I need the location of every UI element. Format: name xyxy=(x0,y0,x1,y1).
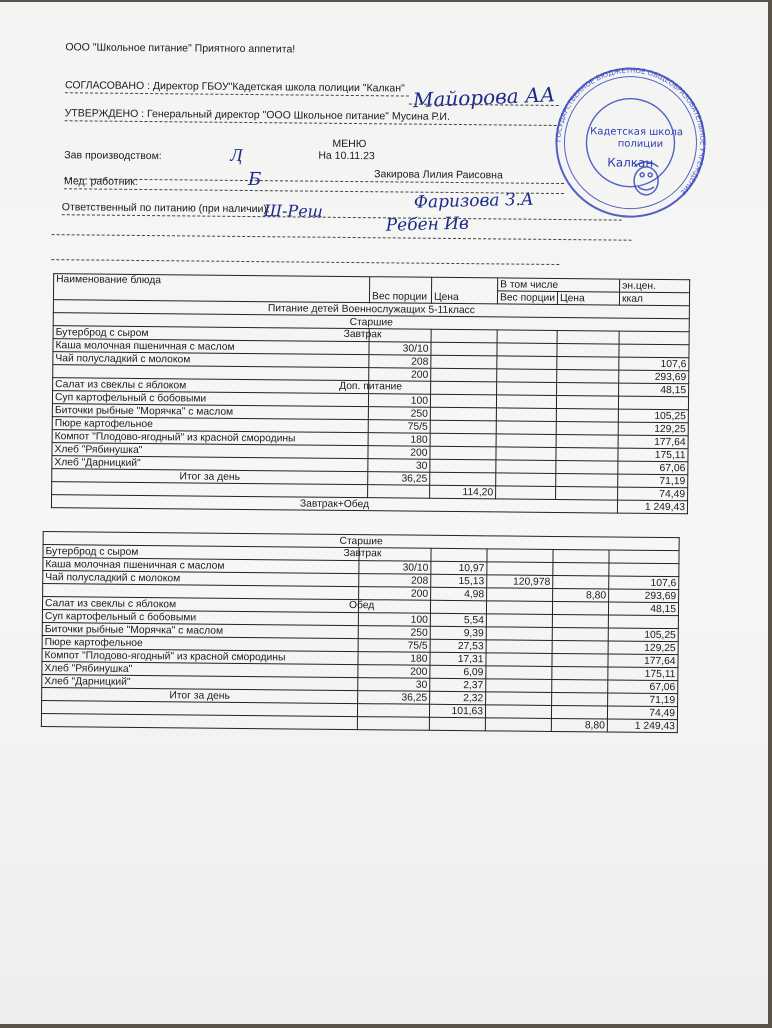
price-cell xyxy=(431,342,497,356)
weight-cell: 30/10 xyxy=(359,561,431,575)
extra-line-2 xyxy=(51,259,559,265)
price-cell: 15,13 xyxy=(431,574,487,588)
incl-weight-cell xyxy=(487,549,553,563)
price-cell xyxy=(430,420,496,434)
stamp-inner-line2: полиции xyxy=(617,138,664,150)
stamp-inner-line1: Кадетская школа xyxy=(590,126,684,139)
incl-price-cell xyxy=(553,575,609,589)
header-energy1: эн.цен. xyxy=(622,280,657,292)
incl-price-cell xyxy=(556,408,618,422)
weight-cell: 75/5 xyxy=(368,420,430,434)
dish-name-cell: Компот "Плодово-ягодный" из красной смородины xyxy=(52,430,368,446)
incl-price-cell xyxy=(552,692,608,706)
kcal-cell: 105,25 xyxy=(618,409,688,423)
header-dish: Наименование блюда xyxy=(56,274,162,287)
kcal-cell: 107,6 xyxy=(619,357,689,371)
kcal-cell: 293,69 xyxy=(619,370,689,384)
section1-total-kcal: 1 249,43 xyxy=(644,501,686,513)
kcal-cell: 71,19 xyxy=(608,693,678,707)
price-cell xyxy=(431,329,497,343)
group-title: Питание детей Военнослужащих 5-11класс xyxy=(267,302,475,316)
dish-name-cell: Итог за день xyxy=(42,688,358,704)
incl-price-cell xyxy=(552,640,608,654)
kcal-cell: 177,64 xyxy=(618,435,688,449)
weight-cell xyxy=(368,485,430,499)
incl-price-cell xyxy=(556,395,618,409)
kcal-cell xyxy=(608,615,678,629)
incl-price-cell xyxy=(552,614,608,628)
section2-title: Старшие xyxy=(339,535,383,547)
kcal-cell xyxy=(609,563,679,577)
kcal-cell xyxy=(609,550,679,564)
incl-weight-cell xyxy=(486,692,552,706)
kcal-cell: 48,15 xyxy=(619,383,689,397)
header-incl: В том числе xyxy=(500,278,559,291)
dish-name-cell xyxy=(41,714,357,730)
weight-cell: 208 xyxy=(359,574,431,588)
kcal-cell: 67,06 xyxy=(608,680,678,694)
incl-weight-cell xyxy=(496,447,556,461)
dish-name-cell: Бутерброд с сыром Завтрак xyxy=(43,545,359,561)
weight-cell: 250 xyxy=(368,407,430,421)
kcal-cell: 175,11 xyxy=(618,448,688,462)
stamp-outer-text: ГОСУДАРСТВЕННОЕ БЮДЖЕТНОЕ ОБЩЕОБРАЗОВАТЕЛЬНОЕ УЧРЕЖДЕНИЕ xyxy=(554,66,707,197)
incl-weight-cell xyxy=(486,627,552,641)
dish-name-cell: Итог за день xyxy=(52,469,368,485)
price-cell xyxy=(431,548,487,562)
price-cell: 2,37 xyxy=(430,678,486,692)
incl-price-cell xyxy=(552,666,608,680)
section2-lunch-label: Обед xyxy=(348,600,375,612)
incl-price-cell xyxy=(557,382,619,396)
incl-weight-cell xyxy=(497,330,557,344)
stamp-inner-line3: Калкан xyxy=(607,155,654,170)
responsible-signature-2: Ребен Ив xyxy=(385,213,470,236)
kcal-cell: 67,06 xyxy=(618,461,688,475)
dish-name-cell: Компот "Плодово-ягодный" из красной смородины xyxy=(42,649,358,665)
weight-cell: 200 xyxy=(369,368,431,382)
menu-title: МЕНЮ xyxy=(332,137,367,151)
incl-weight-cell xyxy=(485,705,551,719)
incl-price-cell xyxy=(557,343,619,357)
weight-cell xyxy=(369,329,431,343)
weight-cell: 36,25 xyxy=(368,472,430,486)
price-cell xyxy=(430,407,496,421)
dish-name-cell: Биточки рыбные "Морячка" с маслом xyxy=(52,404,368,420)
weight-cell: 36,25 xyxy=(358,691,430,705)
incl-price-cell xyxy=(556,486,618,500)
dish-name-cell: Каша молочная пшеничная с маслом xyxy=(53,339,369,355)
incl-weight-cell xyxy=(496,460,556,474)
kcal-cell: 177,64 xyxy=(608,654,678,668)
price-cell xyxy=(431,368,497,382)
incl-weight-cell xyxy=(496,408,556,422)
weight-cell: 250 xyxy=(358,626,430,640)
incl-weight-cell xyxy=(487,588,553,602)
incl-price-cell xyxy=(553,562,609,576)
price-cell: 5,54 xyxy=(430,613,486,627)
dish-name-cell: Хлеб "Рябинушка" xyxy=(52,443,368,459)
dish-name-cell: Биточки рыбные "Морячка" с маслом xyxy=(42,623,358,639)
section1-extra-label: Доп. питание xyxy=(339,380,403,393)
production-label: Зав производством: xyxy=(64,149,162,163)
weight-cell: 100 xyxy=(368,394,430,408)
section1-total-label: Завтрак+Обед xyxy=(299,498,370,510)
incl-price-cell xyxy=(557,369,619,383)
incl-price-cell xyxy=(556,447,618,461)
header-price: Цена xyxy=(433,291,459,304)
price-cell xyxy=(430,433,496,447)
header-incl-weight: Вес порции xyxy=(499,291,556,304)
weight-cell: 200 xyxy=(359,587,431,601)
kcal-cell: 48,15 xyxy=(608,602,678,616)
price-cell: 9,39 xyxy=(430,626,486,640)
weight-cell: 208 xyxy=(369,355,431,369)
weight-cell xyxy=(369,381,431,395)
weight-cell: 30 xyxy=(368,459,430,473)
incl-weight-cell xyxy=(497,343,557,357)
incl-weight-cell xyxy=(496,395,556,409)
incl-price-cell xyxy=(556,473,618,487)
incl-weight-cell xyxy=(496,434,556,448)
header-weight: Вес порции xyxy=(371,291,428,303)
weight-cell xyxy=(358,600,430,614)
price-cell xyxy=(431,381,497,395)
dish-name-cell: Салат из свеклы с яблоком Обед xyxy=(42,597,358,613)
kcal-cell: 175,11 xyxy=(608,667,678,681)
weight-cell xyxy=(357,704,429,718)
kcal-cell: 105,25 xyxy=(608,628,678,642)
price-cell xyxy=(430,394,496,408)
incl-weight-cell xyxy=(496,473,556,487)
dish-name-cell: Пюре картофельное xyxy=(42,636,358,652)
incl-price-cell xyxy=(556,460,618,474)
incl-weight-cell xyxy=(486,679,552,693)
incl-weight-cell xyxy=(486,601,552,615)
weight-cell: 75/5 xyxy=(358,639,430,653)
section1-title: Старшие xyxy=(349,316,393,328)
price-cell: 4,98 xyxy=(431,587,487,601)
dish-name-cell: Каша молочная пшеничная с маслом xyxy=(43,558,359,574)
incl-price-cell xyxy=(553,549,609,563)
table-header-row1 xyxy=(54,274,690,293)
weight-cell: 200 xyxy=(368,446,430,460)
menu-table-section1 xyxy=(51,273,690,514)
dish-name-cell: Салат из свеклы с яблоком Доп. питание xyxy=(53,378,369,394)
price-cell: 6,09 xyxy=(430,665,486,679)
incl-weight-cell xyxy=(487,562,553,576)
kcal-cell: 129,25 xyxy=(608,641,678,655)
incl-weight-cell xyxy=(496,486,556,500)
header-incl-price: Цена xyxy=(559,292,585,304)
price-cell: 17,31 xyxy=(430,652,486,666)
price-cell: 101,63 xyxy=(429,704,485,718)
production-name: Закирова Лилия Раисовна xyxy=(374,168,503,182)
responsible-signature-1: Фаризова З.А xyxy=(413,189,535,213)
incl-price-cell: 8,80 xyxy=(551,718,607,732)
kcal-cell: 1 249,43 xyxy=(607,719,677,733)
section1-breakfast-label: Завтрак xyxy=(343,328,382,341)
incl-price-cell xyxy=(556,421,618,435)
header-energy2: ккал xyxy=(621,293,644,305)
price-cell xyxy=(430,472,496,486)
price-cell: 2,32 xyxy=(430,691,486,705)
incl-price-cell xyxy=(552,627,608,641)
kcal-cell: 74,49 xyxy=(607,706,677,720)
incl-price-cell xyxy=(557,330,619,344)
price-cell xyxy=(431,355,497,369)
price-cell: 27,53 xyxy=(430,639,486,653)
incl-weight-cell xyxy=(486,640,552,654)
price-cell xyxy=(430,446,496,460)
responsible-underline xyxy=(62,214,622,220)
weight-cell xyxy=(357,717,429,731)
medic-signature-mark: Б xyxy=(248,169,262,191)
incl-weight-cell xyxy=(497,382,557,396)
dish-name-cell: Чай полусладкий с молоком xyxy=(53,352,369,368)
price-cell xyxy=(430,600,486,614)
kcal-cell: 129,25 xyxy=(618,422,688,436)
medic-label: Мед. работник: xyxy=(64,175,138,188)
dish-name-cell: Хлеб "Дарницкий" xyxy=(52,456,368,472)
incl-price-cell xyxy=(556,434,618,448)
price-cell xyxy=(430,459,496,473)
incl-price-cell xyxy=(551,705,607,719)
price-cell xyxy=(429,717,485,731)
price-cell: 114,20 xyxy=(430,485,496,499)
weight-cell: 180 xyxy=(368,433,430,447)
menu-date: На 10.11.23 xyxy=(318,149,375,163)
extra-line-1 xyxy=(52,234,632,241)
kcal-cell xyxy=(618,396,688,410)
incl-weight-cell xyxy=(485,718,551,732)
kcal-cell xyxy=(619,331,689,345)
weight-cell: 30 xyxy=(358,678,430,692)
agreed-line: СОГЛАСОВАНО : Директор ГБОУ"Кадетская школа полиции "Калкан" xyxy=(64,79,405,95)
dish-name-cell: Пюре картофельное xyxy=(52,417,368,433)
kcal-cell xyxy=(619,344,689,358)
dish-name-cell: Хлеб "Дарницкий" xyxy=(42,675,358,691)
incl-weight-cell xyxy=(497,356,557,370)
incl-price-cell xyxy=(557,356,619,370)
school-stamp xyxy=(550,62,712,224)
dish-name-cell: Хлеб "Рябинушка" xyxy=(42,662,358,678)
incl-price-cell xyxy=(552,679,608,693)
kcal-cell: 74,49 xyxy=(618,487,688,501)
price-cell: 10,97 xyxy=(431,561,487,575)
incl-weight-cell xyxy=(486,614,552,628)
dish-name-cell: Чай полусладкий с молоком xyxy=(43,571,359,587)
weight-cell: 180 xyxy=(358,652,430,666)
incl-weight-cell xyxy=(486,653,552,667)
company-line: ООО "Школьное питание" Приятного аппетита! xyxy=(65,41,296,56)
incl-price-cell xyxy=(552,653,608,667)
menu-table-section2 xyxy=(41,531,680,733)
dish-name-cell: Суп картофельный с бобовыми xyxy=(52,391,368,407)
incl-weight-cell: 120,978 xyxy=(487,575,553,589)
approved-line: УТВЕРЖДЕНО : Генеральный директор "ООО Школьное питание" Мусина Р.И. xyxy=(64,107,450,123)
responsible-signature-3: Ш-Реш xyxy=(263,201,323,221)
director-signature: Майорова АА xyxy=(412,82,556,113)
responsible-label: Ответственный по питанию (при наличии): xyxy=(61,201,270,216)
weight-cell: 200 xyxy=(358,665,430,679)
kcal-cell: 293,69 xyxy=(609,589,679,603)
production-signature-mark: Ӆ xyxy=(230,144,243,166)
weight-cell xyxy=(359,548,431,562)
incl-weight-cell xyxy=(497,369,557,383)
incl-price-cell: 8,80 xyxy=(553,588,609,602)
section2-breakfast-label: Завтрак xyxy=(343,547,382,560)
dish-name-cell: Суп картофельный с бобовыми xyxy=(42,610,358,626)
incl-price-cell xyxy=(552,601,608,615)
dish-name-cell: Бутерброд с сыром Завтрак xyxy=(53,326,369,342)
incl-weight-cell xyxy=(496,421,556,435)
weight-cell: 100 xyxy=(358,613,430,627)
kcal-cell: 71,19 xyxy=(618,474,688,488)
incl-weight-cell xyxy=(486,666,552,680)
weight-cell: 30/10 xyxy=(369,342,431,356)
kcal-cell: 107,6 xyxy=(609,576,679,590)
